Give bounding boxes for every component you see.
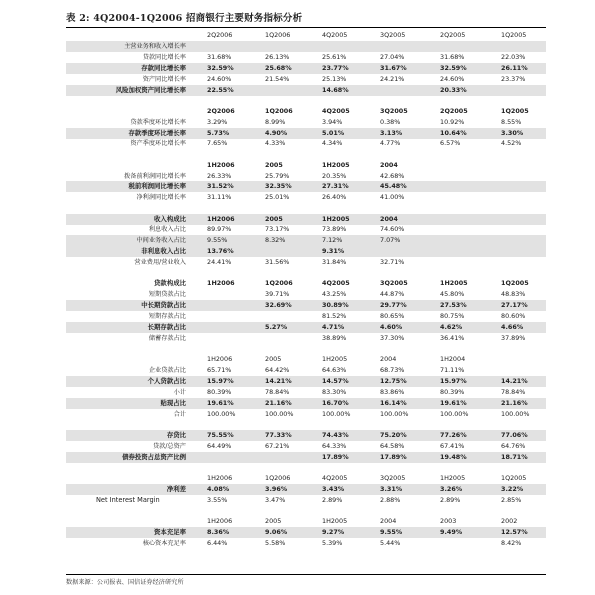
value-cell: 3.96% [265, 484, 288, 493]
value-cell: 24.60% [440, 74, 465, 83]
table-row [66, 300, 546, 311]
value-cell: 5.73% [207, 128, 230, 137]
period-label: 1Q2005 [501, 279, 529, 288]
period-label: 3Q2005 [380, 473, 406, 482]
value-cell: 3.31% [380, 484, 403, 493]
table-row [66, 409, 546, 420]
period-label: 1H2006 [207, 279, 235, 288]
table-row [66, 117, 546, 128]
row-label: 中长期贷款占比 [141, 301, 186, 310]
value-cell: 32.71% [380, 258, 405, 267]
period-label: 2Q2006 [207, 31, 233, 39]
value-cell: 22.55% [207, 85, 234, 94]
table-row [66, 138, 546, 149]
period-label: 1H2005 [322, 214, 350, 223]
value-cell: 18.71% [501, 452, 528, 461]
value-cell: 64.63% [322, 365, 347, 374]
value-cell: 5.01% [322, 128, 345, 137]
table-row [66, 246, 546, 257]
row-label: 短期贷款占比 [148, 291, 186, 299]
value-cell: 6.44% [207, 538, 228, 547]
value-cell: 16.70% [322, 398, 349, 407]
value-cell: 31.52% [207, 182, 234, 191]
value-cell: 3.55% [207, 495, 228, 504]
value-cell: 38.89% [322, 333, 347, 342]
value-cell: 10.92% [440, 117, 465, 126]
value-cell: 31.68% [207, 52, 232, 61]
period-label: 1H2006 [207, 355, 233, 363]
row-label: 存款同比增长率 [141, 63, 186, 72]
value-cell: 7.07% [380, 236, 401, 245]
value-cell: 31.56% [265, 258, 290, 267]
value-cell: 2.89% [322, 495, 343, 504]
value-cell: 7.65% [207, 139, 228, 148]
period-header-row [66, 473, 546, 484]
row-label: 利息收入占比 [148, 226, 186, 234]
value-cell: 3.43% [322, 484, 345, 493]
value-cell: 20.33% [440, 85, 467, 94]
value-cell: 31.11% [207, 193, 232, 202]
value-cell: 64.58% [380, 441, 405, 450]
value-cell: 4.52% [501, 139, 522, 148]
table-row [66, 311, 546, 322]
table-row [66, 538, 546, 549]
row-label: 贷款同比增长率 [142, 53, 186, 61]
value-cell: 17.89% [380, 452, 407, 461]
value-cell: 23.37% [501, 74, 526, 83]
period-header-row [66, 354, 546, 365]
value-cell: 3.22% [501, 484, 524, 493]
value-cell: 39.71% [265, 290, 290, 299]
value-cell: 24.41% [207, 258, 232, 267]
table-row [66, 430, 546, 441]
value-cell: 75.20% [380, 430, 407, 439]
period-label: 1H2005 [440, 279, 468, 288]
period-label: 4Q2005 [322, 473, 348, 482]
row-label: 贴现占比 [160, 398, 186, 407]
value-cell: 9.06% [265, 527, 288, 536]
value-cell: 24.21% [380, 74, 405, 83]
period-header-row [66, 278, 546, 289]
value-cell: 80.39% [440, 387, 465, 396]
value-cell: 8.36% [207, 527, 230, 536]
value-cell: 100.00% [501, 409, 530, 418]
value-cell: 32.35% [265, 182, 292, 191]
period-label: 1Q2006 [265, 31, 291, 39]
value-cell: 80.75% [440, 312, 465, 320]
value-cell: 3.30% [501, 128, 524, 137]
period-label: 2Q2005 [440, 31, 466, 39]
value-cell: 80.60% [501, 312, 526, 320]
period-label: 1H2004 [440, 355, 466, 363]
value-cell: 27.17% [501, 301, 528, 310]
row-label: 贷款/总资产 [152, 442, 186, 450]
period-label: 1Q2005 [501, 473, 527, 482]
table-row [66, 527, 546, 538]
value-cell: 4.90% [265, 128, 288, 137]
value-cell: 45.48% [380, 182, 407, 191]
period-label: 3Q2005 [380, 106, 408, 115]
value-cell: 3.94% [322, 117, 343, 126]
period-label: 4Q2005 [322, 279, 350, 288]
table-row [66, 235, 546, 246]
period-label: 2004 [380, 214, 398, 223]
row-label: 主营业务和收入增长率 [124, 42, 186, 50]
value-cell: 14.68% [322, 85, 349, 94]
period-label: 1H2005 [322, 355, 348, 363]
value-cell: 64.33% [322, 441, 347, 450]
value-cell: 26.13% [265, 52, 290, 61]
value-cell: 4.60% [380, 322, 403, 331]
value-cell: 83.86% [380, 387, 405, 396]
period-label: 1H2005 [322, 160, 350, 169]
value-cell: 19.61% [207, 398, 234, 407]
period-label: 2003 [440, 516, 457, 525]
value-cell: 23.77% [322, 63, 349, 72]
value-cell: 9.31% [322, 247, 345, 256]
value-cell: 3.47% [265, 495, 286, 504]
row-label: 资产同比增长率 [142, 75, 186, 83]
value-cell: 31.67% [380, 63, 407, 72]
value-cell: 20.35% [322, 171, 347, 180]
value-cell: 14.21% [501, 376, 528, 385]
value-cell: 9.55% [380, 527, 403, 536]
value-cell: 41.00% [380, 193, 405, 202]
period-label: 2005 [265, 355, 282, 363]
period-label: 4Q2005 [322, 31, 348, 39]
value-cell: 37.89% [501, 333, 526, 342]
row-label: 中间业务收入占比 [136, 237, 186, 245]
value-cell: 25.79% [265, 171, 290, 180]
value-cell: 31.84% [322, 258, 347, 267]
period-label: 1H2005 [440, 473, 466, 482]
row-label: 贷款构成比 [154, 279, 186, 288]
value-cell: 74.43% [322, 430, 349, 439]
value-cell: 14.57% [322, 376, 349, 385]
table-row [66, 387, 546, 398]
row-label: 存贷比 [166, 430, 186, 439]
row-label: 拨备前利润同比增长率 [124, 172, 186, 180]
value-cell: 32.59% [207, 63, 234, 72]
period-label: 2005 [265, 516, 282, 525]
value-cell: 67.41% [440, 441, 465, 450]
period-label: 1H2006 [207, 473, 233, 482]
table-row [66, 85, 546, 96]
value-cell: 26.40% [322, 193, 347, 202]
value-cell: 22.03% [501, 52, 526, 61]
row-label: 储蓄存款占比 [148, 334, 186, 342]
table-row [66, 398, 546, 409]
value-cell: 75.55% [207, 430, 234, 439]
value-cell: 4.34% [322, 139, 343, 148]
value-cell: 78.84% [265, 387, 290, 396]
value-cell: 4.62% [440, 322, 463, 331]
value-cell: 26.33% [207, 171, 232, 180]
value-cell: 100.00% [440, 409, 469, 418]
value-cell: 6.57% [440, 139, 461, 148]
value-cell: 5.27% [265, 322, 288, 331]
period-label: 1Q2006 [265, 473, 291, 482]
value-cell: 5.39% [322, 538, 343, 547]
value-cell: 21.16% [265, 398, 292, 407]
period-label: 1H2005 [322, 516, 348, 525]
table-row [66, 171, 546, 182]
row-label: 风险加权资产同比增长率 [115, 85, 186, 94]
value-cell: 4.08% [207, 484, 230, 493]
value-cell: 12.75% [380, 376, 407, 385]
table-row [66, 365, 546, 376]
data-source-note: 数据来源：公司报表、国信证券经济研究所 [66, 579, 184, 586]
period-header-row [66, 214, 546, 225]
value-cell: 81.52% [322, 312, 347, 320]
value-cell: 3.13% [380, 128, 403, 137]
period-label: 2Q2005 [440, 106, 468, 115]
period-label: 1Q2005 [501, 31, 527, 39]
row-label: 核心资本充足率 [142, 539, 186, 547]
value-cell: 21.16% [501, 398, 528, 407]
period-label: 2Q2006 [207, 106, 235, 115]
value-cell: 19.61% [440, 398, 467, 407]
value-cell: 65.71% [207, 365, 232, 374]
row-label: 净利润同比增长率 [136, 194, 186, 202]
table-row [66, 192, 546, 203]
value-cell: 45.80% [440, 290, 465, 299]
value-cell: 21.54% [265, 74, 290, 83]
value-cell: 17.89% [322, 452, 349, 461]
period-label: 2004 [380, 516, 397, 525]
value-cell: 9.49% [440, 527, 463, 536]
table-row [66, 52, 546, 63]
value-cell: 64.76% [501, 441, 526, 450]
value-cell: 30.89% [322, 301, 349, 310]
value-cell: 3.29% [207, 117, 228, 126]
table-title: 表 2: 4Q2004-1Q2006 招商银行主要财务指标分析 [66, 13, 303, 24]
value-cell: 29.77% [380, 301, 407, 310]
row-label: 长期存款占比 [147, 322, 186, 331]
row-label: 净利差 [166, 484, 186, 493]
value-cell: 100.00% [207, 409, 236, 418]
table-row [66, 224, 546, 235]
value-cell: 4.71% [322, 322, 345, 331]
period-label: 1Q2006 [265, 106, 293, 115]
value-cell: 3.26% [440, 484, 463, 493]
value-cell: 4.66% [501, 322, 524, 331]
value-cell: 73.89% [322, 225, 347, 234]
period-label: 1Q2005 [501, 106, 529, 115]
value-cell: 2.89% [440, 495, 461, 504]
period-label: 2004 [380, 355, 397, 363]
value-cell: 25.01% [265, 193, 290, 202]
section-heading-row [66, 41, 546, 52]
value-cell: 43.25% [322, 290, 347, 299]
value-cell: 26.11% [501, 63, 528, 72]
value-cell: 5.58% [265, 538, 286, 547]
value-cell: 48.83% [501, 290, 526, 299]
value-cell: 15.97% [207, 376, 234, 385]
period-label: 3Q2005 [380, 279, 408, 288]
row-label: 非利息收入占比 [141, 247, 186, 256]
table-row [66, 376, 546, 387]
table-row [66, 63, 546, 74]
row-label: 债券投资占总资产比例 [122, 452, 186, 461]
value-cell: 4.33% [265, 139, 286, 148]
value-cell: 8.32% [265, 236, 286, 245]
value-cell: 12.57% [501, 527, 528, 536]
value-cell: 5.44% [380, 538, 401, 547]
value-cell: 24.60% [207, 74, 232, 83]
value-cell: 78.84% [501, 387, 526, 396]
value-cell: 44.87% [380, 290, 405, 299]
row-label: 个人贷款占比 [147, 376, 186, 385]
value-cell: 27.31% [322, 182, 349, 191]
value-cell: 80.39% [207, 387, 232, 396]
period-label: 2005 [265, 160, 283, 169]
table-row [66, 495, 546, 506]
value-cell: 32.59% [440, 63, 467, 72]
row-label: 收入构成比 [154, 214, 186, 223]
period-header-row [66, 30, 546, 41]
period-label: 2005 [265, 214, 283, 223]
period-label: 2002 [501, 516, 518, 525]
value-cell: 8.42% [501, 538, 522, 547]
value-cell: 42.68% [380, 171, 405, 180]
value-cell: 16.14% [380, 398, 407, 407]
value-cell: 83.30% [322, 387, 347, 396]
row-label: 短期存款占比 [148, 313, 186, 320]
value-cell: 2.88% [380, 495, 401, 504]
value-cell: 9.55% [207, 236, 228, 245]
table-row [66, 333, 546, 344]
table-row [66, 181, 546, 192]
value-cell: 77.06% [501, 430, 528, 439]
value-cell: 80.65% [380, 312, 405, 320]
row-label: 贷款季度环比增长率 [130, 118, 186, 126]
period-label: 1H2006 [207, 160, 235, 169]
period-label: 3Q2005 [380, 31, 406, 39]
value-cell: 71.11% [440, 365, 465, 374]
value-cell: 100.00% [322, 409, 351, 418]
value-cell: 31.68% [440, 52, 465, 61]
table-row [66, 257, 546, 268]
value-cell: 32.69% [265, 301, 292, 310]
row-label: 营业费用/营业收入 [134, 259, 186, 267]
table-row [66, 74, 546, 85]
value-cell: 100.00% [265, 409, 294, 418]
value-cell: 64.42% [265, 365, 290, 374]
value-cell: 9.27% [322, 527, 345, 536]
table-row [66, 452, 546, 463]
value-cell: 77.26% [440, 430, 467, 439]
row-label: 资本充足率 [154, 527, 186, 536]
row-label: 小计 [173, 388, 186, 396]
value-cell: 100.00% [380, 409, 409, 418]
value-cell: 25.61% [322, 52, 347, 61]
row-label: Net Interest Margin [96, 495, 160, 504]
period-label: 2004 [380, 160, 398, 169]
value-cell: 36.41% [440, 333, 465, 342]
value-cell: 64.49% [207, 441, 232, 450]
table-row [66, 441, 546, 452]
table-row [66, 484, 546, 495]
value-cell: 73.17% [265, 225, 290, 234]
period-label: 1H2006 [207, 516, 233, 525]
table-row [66, 289, 546, 300]
value-cell: 68.73% [380, 365, 405, 374]
value-cell: 37.30% [380, 333, 405, 342]
value-cell: 15.97% [440, 376, 467, 385]
row-label: 税前利润同比增长率 [128, 182, 186, 191]
period-header-row [66, 516, 546, 527]
row-label: 合计 [173, 410, 186, 418]
bottom-rule [66, 574, 546, 575]
value-cell: 0.38% [380, 117, 401, 126]
value-cell: 89.97% [207, 225, 232, 234]
value-cell: 77.33% [265, 430, 292, 439]
value-cell: 8.55% [501, 117, 522, 126]
row-label: 企业贷款占比 [148, 366, 186, 374]
value-cell: 27.04% [380, 52, 405, 61]
period-label: 1H2006 [207, 214, 235, 223]
value-cell: 67.21% [265, 441, 290, 450]
value-cell: 74.60% [380, 225, 405, 234]
table-row [66, 322, 546, 333]
title-rule [66, 27, 546, 28]
row-label: 资产季度环比增长率 [130, 140, 186, 148]
row-label: 存款季度环比增长率 [128, 128, 186, 137]
value-cell: 10.64% [440, 128, 467, 137]
period-header-row [66, 106, 546, 117]
value-cell: 2.85% [501, 495, 522, 504]
value-cell: 8.99% [265, 117, 286, 126]
value-cell: 13.76% [207, 247, 234, 256]
table-row [66, 128, 546, 139]
period-header-row [66, 160, 546, 171]
value-cell: 4.77% [380, 139, 401, 148]
value-cell: 7.12% [322, 236, 343, 245]
value-cell: 14.21% [265, 376, 292, 385]
value-cell: 19.48% [440, 452, 467, 461]
value-cell: 25.68% [265, 63, 292, 72]
period-label: 4Q2005 [322, 106, 350, 115]
period-label: 1Q2006 [265, 279, 293, 288]
value-cell: 27.53% [440, 301, 467, 310]
value-cell: 25.13% [322, 74, 347, 83]
